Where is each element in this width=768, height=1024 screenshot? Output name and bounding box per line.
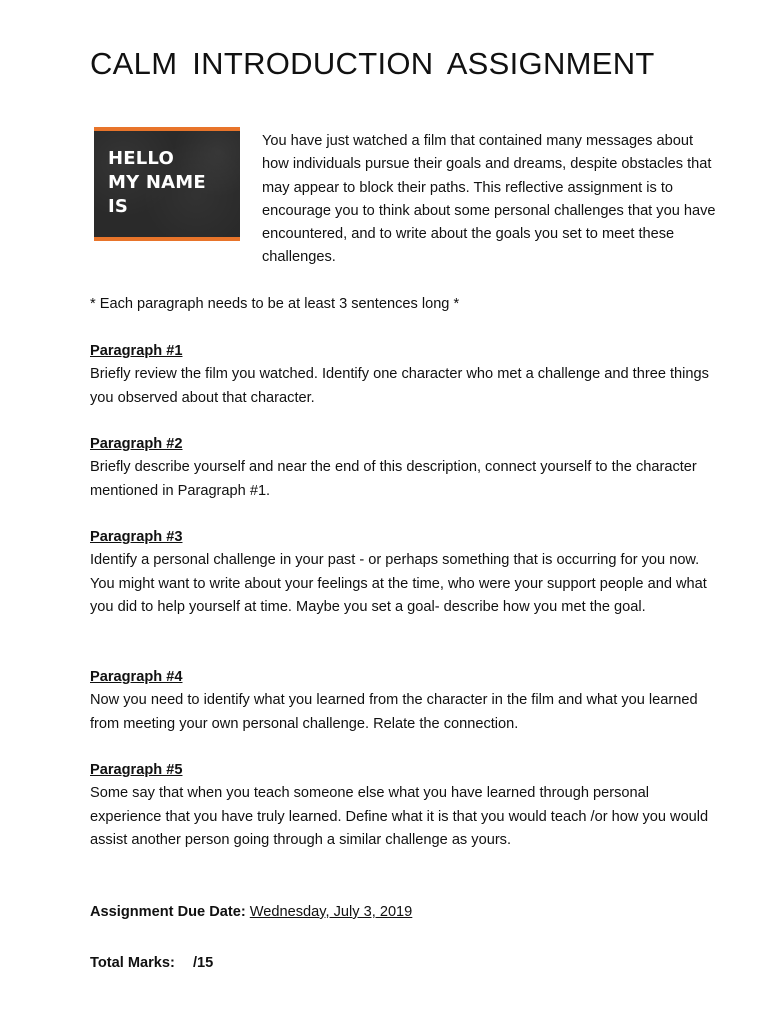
paragraph-3-section bbox=[90, 526, 720, 619]
hello-sign-line: HELLO bbox=[108, 148, 174, 169]
paragraph-heading: Paragraph #2 bbox=[90, 436, 183, 452]
due-date-value: Wednesday, July 3, 2019 bbox=[249, 904, 413, 920]
hello-sign-board bbox=[94, 131, 240, 237]
paragraph-instructions: Briefly review the film you watched. Identify one character who met a challenge and three things you observed about that character. bbox=[90, 366, 709, 406]
length-note: * Each paragraph needs to be at least 3 sentences long * bbox=[90, 296, 460, 312]
total-marks-label: Total Marks: bbox=[90, 955, 175, 971]
hello-sign-line: MY NAME bbox=[108, 172, 206, 193]
paragraph-4-section bbox=[90, 666, 720, 736]
hello-sign-line: IS bbox=[108, 196, 129, 217]
paragraph-2-section bbox=[90, 433, 720, 503]
paragraph-heading: Paragraph #5 bbox=[90, 762, 183, 778]
paragraph-heading: Paragraph #1 bbox=[90, 343, 183, 359]
due-date-line bbox=[90, 901, 412, 924]
paragraph-5-section bbox=[90, 759, 720, 852]
paragraph-instructions: Some say that when you teach someone else what you have learned through personal experience that you have truly learned. Define what it is that you would teach /or how you would assist another person going through a similar challenge as yours. bbox=[90, 785, 709, 848]
hello-my-name-is-sign bbox=[94, 127, 240, 241]
paragraph-instructions: Identify a personal challenge in your past - or perhaps something that is occurring for you now. You might want to write about your feelings at the time, who were your support people and what you did to help yourself at time. Maybe you set a goal- describe how you met the goal. bbox=[90, 552, 707, 615]
total-marks-value: /15 bbox=[192, 955, 214, 971]
paragraph-heading: Paragraph #3 bbox=[90, 529, 183, 545]
paragraph-heading: Paragraph #4 bbox=[90, 669, 183, 685]
due-date-label: Assignment Due Date: bbox=[90, 904, 246, 920]
intro-text: You have just watched a film that contained many messages about how individuals pursue their goals and dreams, despite obstacles that may appear to block their paths. This reflective assignment is to encourage you to think about some personal challenges that you have encountered, and to write about the goals you set to meet these challenges. bbox=[262, 133, 716, 266]
paragraph-instructions: Now you need to identify what you learned from the character in the film and what you learned from meeting your own personal challenge. Relate the connection. bbox=[90, 692, 698, 732]
paragraph-1-section bbox=[90, 340, 720, 410]
total-marks-line bbox=[90, 952, 213, 975]
paragraph-instructions: Briefly describe yourself and near the end of this description, connect yourself to the character mentioned in Paragraph #1. bbox=[90, 459, 697, 499]
page-title: CALM INTRODUCTION ASSIGNMENT bbox=[90, 46, 655, 81]
